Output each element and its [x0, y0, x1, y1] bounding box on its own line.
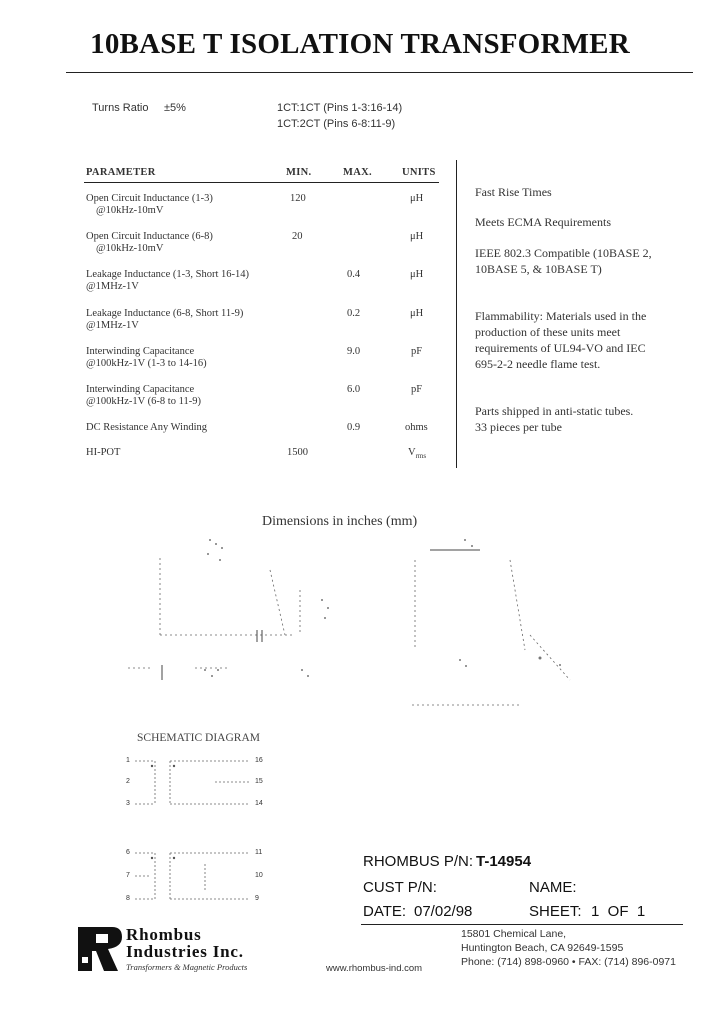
pin-11: 11	[255, 849, 263, 856]
row3-max: 0.4	[347, 269, 361, 280]
logo-notch	[82, 957, 88, 963]
table-divider	[456, 160, 457, 468]
polarity-dot	[173, 857, 175, 859]
company-name-1: Rhombus	[126, 925, 202, 944]
rhombus-pn-label: RHOMBUS P/N:	[363, 853, 474, 870]
dim-dot	[459, 659, 461, 661]
row7-max: 0.9	[347, 422, 361, 433]
dim-dot	[471, 545, 473, 547]
dim-dot	[464, 539, 466, 541]
pin-6: 6	[126, 849, 130, 856]
pin-8: 8	[126, 895, 130, 902]
row5-unit: pF	[411, 346, 423, 357]
row3-unit: μH	[410, 269, 424, 280]
turns-ratio-1: 1CT:1CT (Pins 1-3:16-14)	[277, 102, 403, 114]
date-label: DATE:	[363, 903, 407, 920]
feature-2: Meets ECMA Requirements	[475, 215, 611, 229]
cust-pn-label: CUST P/N:	[363, 879, 437, 896]
rhombus-pn-value: T-14954	[476, 853, 532, 870]
row8-min: 1500	[287, 447, 308, 458]
header-units: UNITS	[402, 167, 436, 178]
company-tagline: Transformers & Magnetic Products	[126, 962, 248, 972]
pin-15: 15	[255, 778, 263, 785]
row8-param: HI-POT	[86, 447, 121, 458]
row1-param-line2: @10kHz-10mV	[96, 205, 164, 216]
feature-1: Fast Rise Times	[475, 185, 552, 199]
schematic-title: SCHEMATIC DIAGRAM	[137, 732, 260, 744]
company-name-2: Industries Inc.	[126, 942, 244, 961]
info-rule	[361, 924, 683, 925]
dim-dot	[465, 665, 467, 667]
pin-7: 7	[126, 872, 130, 879]
row2-unit: μH	[410, 231, 424, 242]
row8-unit-v: V	[408, 447, 416, 458]
dimensions-drawing	[120, 530, 580, 725]
dim-dot	[327, 607, 329, 609]
turns-ratio-label: Turns Ratio	[92, 102, 149, 114]
dim-dot	[219, 559, 221, 561]
row3-param-line1: Leakage Inductance (1-3, Short 16-14)	[86, 269, 249, 280]
header-min: MIN.	[286, 167, 312, 178]
pin-9: 9	[255, 895, 259, 902]
row2-param-line1: Open Circuit Inductance (6-8)	[86, 231, 213, 242]
row8-unit	[408, 447, 426, 460]
header-parameter: PARAMETER	[86, 167, 156, 178]
schematic-diagram	[130, 752, 263, 912]
dim-dot	[307, 675, 309, 677]
dim-dot	[321, 599, 323, 601]
row4-param-line1: Leakage Inductance (6-8, Short 11-9)	[86, 308, 244, 319]
date-value: 07/02/98	[414, 903, 473, 920]
row1-param-line1: Open Circuit Inductance (1-3)	[86, 193, 213, 204]
dim-dot	[209, 539, 211, 541]
dim-dot	[215, 543, 217, 545]
row6-max: 6.0	[347, 384, 361, 395]
pin-14: 14	[255, 800, 263, 807]
pin-1: 1	[126, 757, 130, 764]
row2-param-line2: @10kHz-10mV	[96, 243, 164, 254]
turns-ratio-tolerance: ±5%	[164, 102, 186, 114]
pin-2: 2	[126, 778, 130, 785]
row6-unit: pF	[411, 384, 423, 395]
dim-dot	[539, 657, 542, 660]
polarity-dot	[151, 765, 153, 767]
side-view-lead	[530, 635, 570, 680]
row8-unit-sub: rms	[415, 452, 427, 460]
rhombus-logo-icon	[78, 927, 124, 971]
company-address-1: 15801 Chemical Lane,	[461, 928, 567, 940]
row5-param-line2: @100kHz-1V (1-3 to 14-16)	[86, 358, 207, 369]
logo-bar	[78, 927, 92, 971]
row7-unit: ohms	[405, 422, 428, 433]
pin-10: 10	[255, 872, 263, 879]
dim-dot	[204, 669, 206, 671]
row4-unit: μH	[410, 308, 424, 319]
dim-dot	[211, 675, 213, 677]
page-title: 10BASE T ISOLATION TRANSFORMER	[90, 28, 630, 60]
row1-unit: μH	[410, 193, 424, 204]
row4-param-line2: @1MHz-1V	[86, 320, 139, 331]
pin-16: 16	[255, 757, 263, 764]
feature-3: IEEE 802.3 Compatible (10BASE 2, 10BASE 5, & 10BASE T)	[475, 246, 652, 276]
side-view-right-edge	[510, 560, 525, 650]
row7-param: DC Resistance Any Winding	[86, 422, 208, 433]
row1-min: 120	[290, 193, 306, 204]
logo-r	[92, 927, 122, 971]
title-underline	[66, 72, 693, 73]
row4-max: 0.2	[347, 308, 361, 319]
turns-ratio-2: 1CT:2CT (Pins 6-8:11-9)	[277, 118, 396, 130]
polarity-dot	[151, 857, 153, 859]
dimensions-title: Dimensions in inches (mm)	[262, 514, 418, 529]
row5-max: 9.0	[347, 346, 361, 357]
dim-dot	[221, 547, 223, 549]
sheet-label: SHEET:	[529, 903, 582, 920]
logo-cutout	[96, 934, 108, 943]
dim-dot	[301, 669, 303, 671]
dim-dot	[207, 553, 209, 555]
pin-3: 3	[126, 800, 130, 807]
sheet-value: 1 OF 1	[591, 903, 646, 920]
company-website[interactable]: www.rhombus-ind.com	[326, 963, 423, 974]
company-address-2: Huntington Beach, CA 92649-1595	[461, 942, 624, 954]
dim-dot	[559, 664, 561, 666]
front-view-right-edge	[270, 570, 285, 635]
feature-5: Parts shipped in anti-static tubes. 33 pieces per tube	[475, 404, 634, 434]
feature-4: Flammability: Materials used in the production of these units meet requirements of UL94-VO and IEC 695-2-2 needle flame test.	[475, 309, 647, 371]
row2-min: 20	[292, 231, 303, 242]
row3-param-line2: @1MHz-1V	[86, 281, 139, 292]
company-phone-fax: Phone: (714) 898-0960 • FAX: (714) 896-0971	[461, 956, 676, 968]
dim-dot	[324, 617, 326, 619]
row6-param-line1: Interwinding Capacitance	[86, 384, 195, 395]
row6-param-line2: @100kHz-1V (6-8 to 11-9)	[86, 396, 201, 407]
row5-param-line1: Interwinding Capacitance	[86, 346, 195, 357]
header-max: MAX.	[343, 167, 372, 178]
name-label: NAME:	[529, 879, 577, 896]
polarity-dot	[173, 765, 175, 767]
table-header-rule	[84, 182, 439, 183]
dim-dot	[217, 669, 219, 671]
